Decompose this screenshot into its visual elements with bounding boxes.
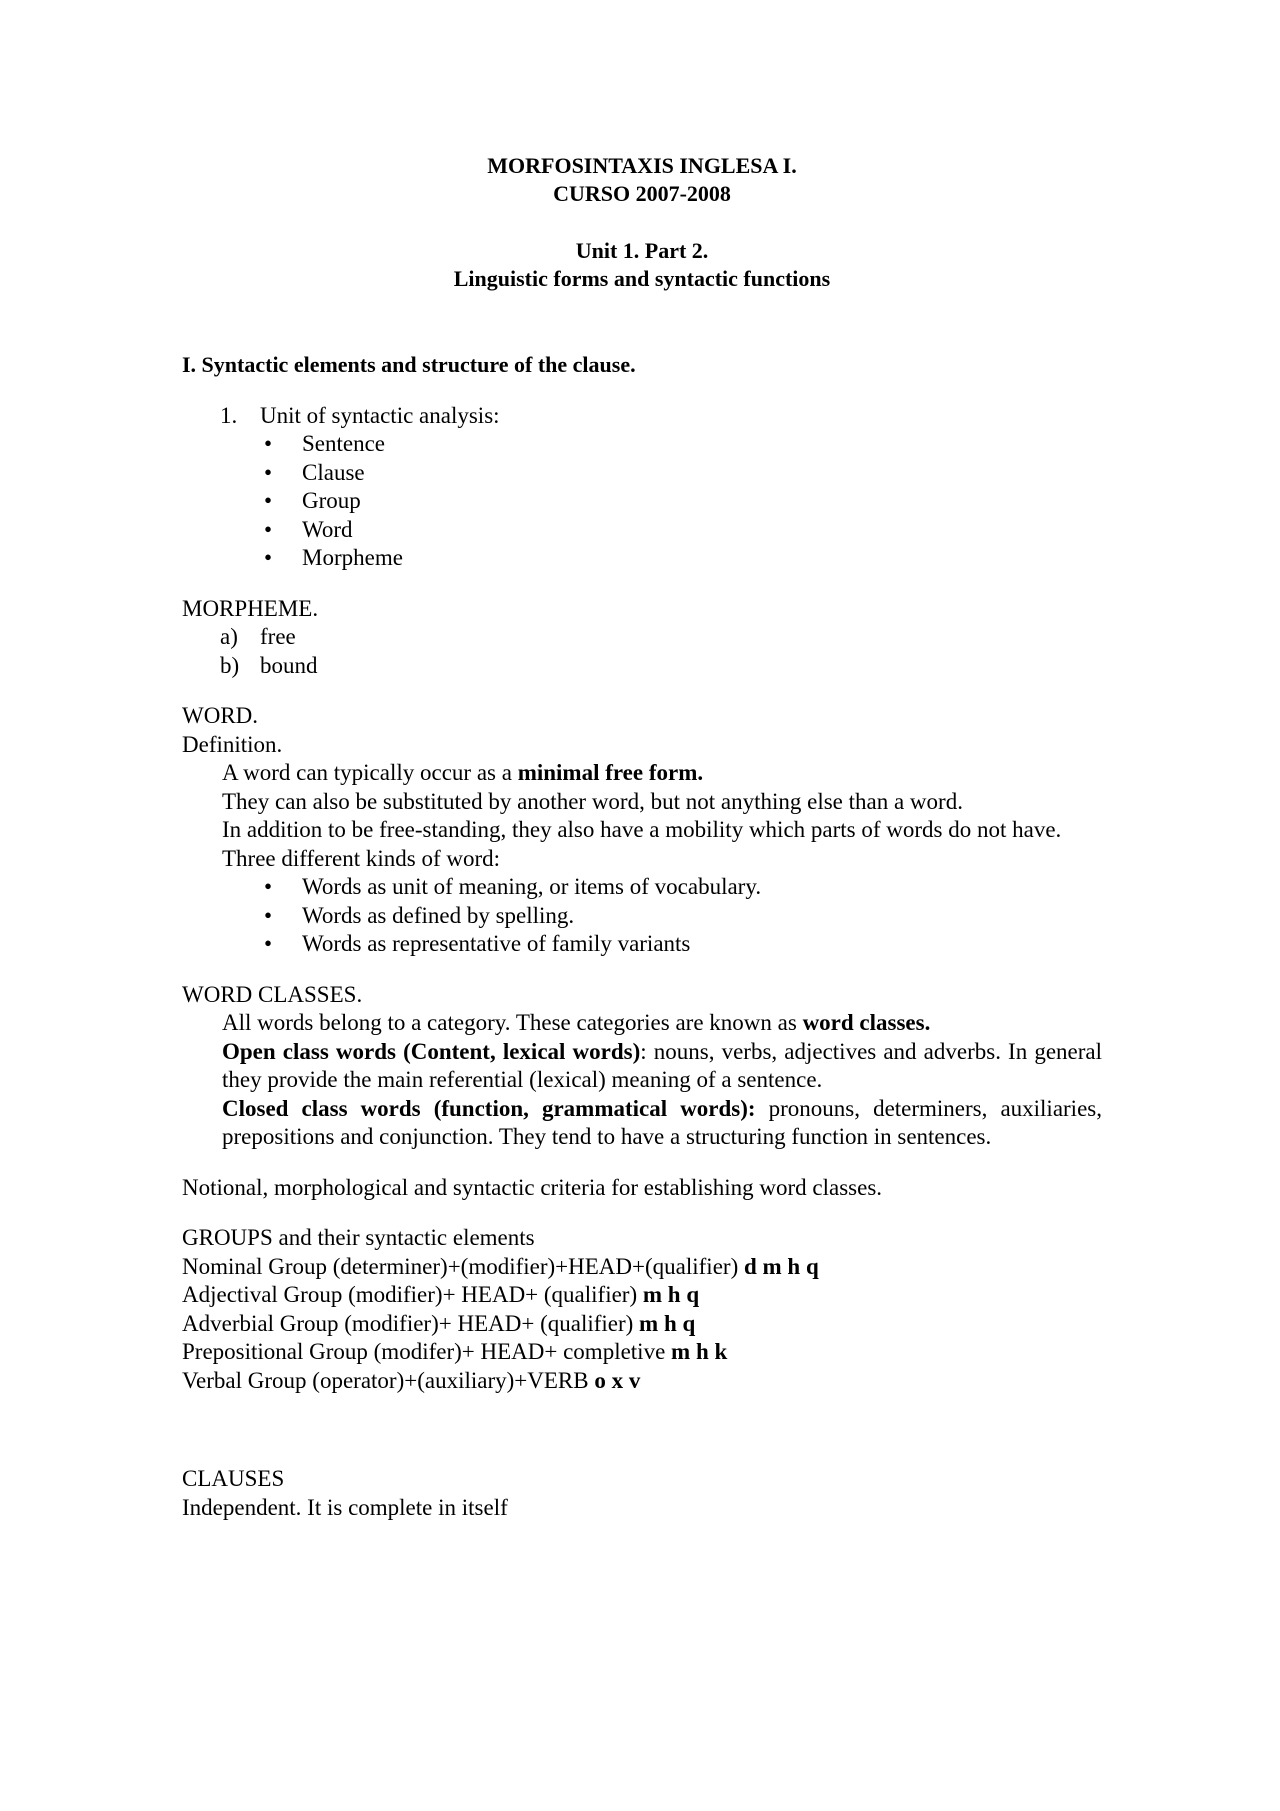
group-code: o x v [594,1367,641,1393]
criteria-paragraph: Notional, morphological and syntactic criteria for establishing word classes. [182,1174,883,1200]
paragraph: Three different kinds of word: [222,845,501,871]
list-item: Adjectival Group (modifier)+ HEAD+ (qualifier) m h q [182,1282,700,1307]
paragraph: Open class words (Content, lexical words): nouns, verbs, adjectives and adverbs. In general they provide the main referential (lexical) meaning of a sentence. [222,1038,1103,1092]
list-item: • Words as representative of family variants [182,930,1102,959]
word-kinds-list [182,873,1102,959]
paragraph: Independent. It is complete in itself [182,1494,508,1520]
list-item: • Words as unit of meaning, or items of vocabulary. [182,873,1102,902]
title-line-2: CURSO 2007-2008 [553,181,731,206]
paragraph: Closed class words (function, grammatical words): pronouns, determiners, auxiliaries, prepositions and conjunction. They tend to have a structuring function in sentences. [222,1095,1102,1149]
units-list [182,430,1102,573]
list-item: Nominal Group (determiner)+(modifier)+HEAD+(qualifier) d m h q [182,1253,819,1279]
bullet: • [264,902,273,928]
list-item: Prepositional Group (modifer)+ HEAD+ completive m h k [182,1339,728,1364]
groups-list [182,1253,1102,1396]
list-item: • Morpheme [182,544,1102,573]
unit-title [182,237,1102,293]
bullet: • [264,516,273,542]
bullet: • [264,431,273,456]
list-item: • Clause [182,459,1102,488]
bullet: • [264,931,273,956]
paragraph: A word can typically occur as a minimal free form. [222,760,704,785]
word-heading: WORD. [182,703,259,728]
title-line-1: MORFOSINTAXIS INGLESA I. [487,153,797,178]
document-title [182,152,1102,208]
bullet: • [264,874,273,899]
groups-heading: GROUPS and their syntactic elements [182,1225,535,1250]
paragraph: All words belong to a category. These categories are known as word classes. [222,1010,931,1035]
bullet: • [264,459,273,485]
group-code: m h q [642,1282,700,1307]
group-code: m h k [671,1339,728,1364]
list-item: • Word [182,516,1102,545]
numbered-item [182,402,1102,431]
item-number: 1. [220,402,238,428]
word-classes-heading: WORD CLASSES. [182,981,363,1007]
word-classes-body [182,1009,1102,1152]
paragraph: They can also be substituted by another word, but not anything else than a word. [222,788,963,814]
list-item: • Words as defined by spelling. [182,902,1102,931]
bullet: • [264,545,273,570]
list-item: b) bound [220,652,318,678]
unit-line-1: Unit 1. Part 2. [575,238,709,263]
item-text: Unit of syntactic analysis: [260,402,500,428]
bullet: • [264,488,273,513]
list-item: Adverbial Group (modifier)+ HEAD+ (qualifier) m h q [182,1310,696,1336]
paragraph: In addition to be free-standing, they also have a mobility which parts of words do not have. [222,817,1062,842]
group-code: m h q [639,1310,696,1336]
morpheme-heading: MORPHEME. [182,595,319,621]
unit-line-2: Linguistic forms and syntactic functions [453,266,831,291]
list-item: • Group [182,487,1102,516]
definition-label: Definition. [182,731,283,757]
list-item: • Sentence [182,430,1102,459]
list-item: a) free [220,624,296,649]
list-item: Verbal Group (operator)+(auxiliary)+VERB o x v [182,1367,641,1393]
group-code: d m h q [743,1253,819,1279]
section-heading: I. Syntactic elements and structure of the clause. [182,352,636,377]
document-page [182,152,1102,1522]
word-definition [182,759,1102,873]
clauses-heading: CLAUSES [182,1466,285,1491]
